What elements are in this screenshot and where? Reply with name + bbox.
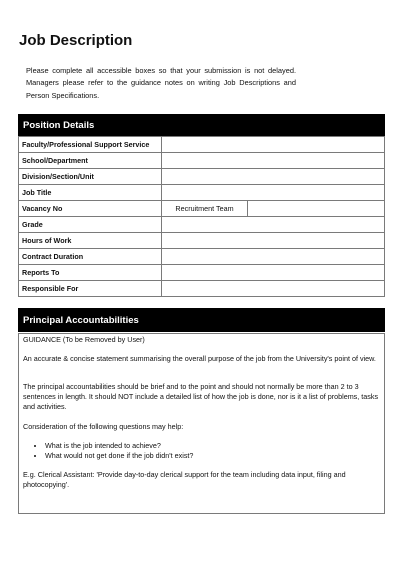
principal-accountabilities-header: Principal Accountabilities [18,308,385,332]
list-item: • What would not get done if the job didn't exist? [45,451,380,461]
hours-of-work-field[interactable] [162,233,385,249]
recruitment-team-label: Recruitment Team [162,201,248,217]
faculty-field[interactable] [162,137,385,153]
contract-duration-field[interactable] [162,249,385,265]
guidance-note: GUIDANCE (To be Removed by User) [23,335,145,344]
division-field[interactable] [162,169,385,185]
row-label: Reports To [19,265,162,281]
row-label: Faculty/Professional Support Service [19,137,162,153]
position-details-header: Position Details [18,114,385,136]
school-field[interactable] [162,153,385,169]
row-label: Job Title [19,185,162,201]
table-row [19,137,385,153]
row-label: Hours of Work [19,233,162,249]
table-row [19,233,385,249]
job-title-field[interactable] [162,185,385,201]
row-label: Vacancy No [19,201,162,217]
page-title: Job Description [19,32,133,49]
table-row [19,185,385,201]
position-details-table [18,136,385,297]
table-row [19,169,385,185]
row-label: Division/Section/Unit [19,169,162,185]
pa-bullet-list [23,441,380,461]
vacancy-no-field[interactable] [248,201,385,217]
row-label: School/Department [19,153,162,169]
row-label: Responsible For [19,281,162,297]
table-row [19,265,385,281]
pa-paragraph-1: An accurate & concise statement summarising the overall purpose of the job from the University's point of view. [23,354,376,363]
reports-to-field[interactable] [162,265,385,281]
table-row [19,201,385,217]
intro-text [26,65,296,102]
row-label: Grade [19,217,162,233]
pa-paragraph-3: Consideration of the following questions may help: [23,422,184,431]
table-row [19,281,385,297]
grade-field[interactable] [162,217,385,233]
table-row [19,153,385,169]
intro-paragraph: Please complete all accessible boxes so that your submission is not delayed. Managers please refer to the guidance notes on writing Job Descriptions and Person Specifications. [26,66,296,100]
list-item: • What is the job intended to achieve? [45,441,380,451]
table-row [19,217,385,233]
responsible-for-field[interactable] [162,281,385,297]
principal-accountabilities-box[interactable] [18,333,385,514]
pa-paragraph-2: The principal accountabilities should be brief and to the point and should not normally be more than 2 to 3 sentences in length. It should NOT include a detailed list of how the job is done, nor is it a list of problems, tasks and activities. [23,382,379,411]
pa-example: E.g. Clerical Assistant: 'Provide day-to-day clerical support for the team including data input, filing and photocopying'. [23,470,346,489]
table-row [19,249,385,265]
row-label: Contract Duration [19,249,162,265]
